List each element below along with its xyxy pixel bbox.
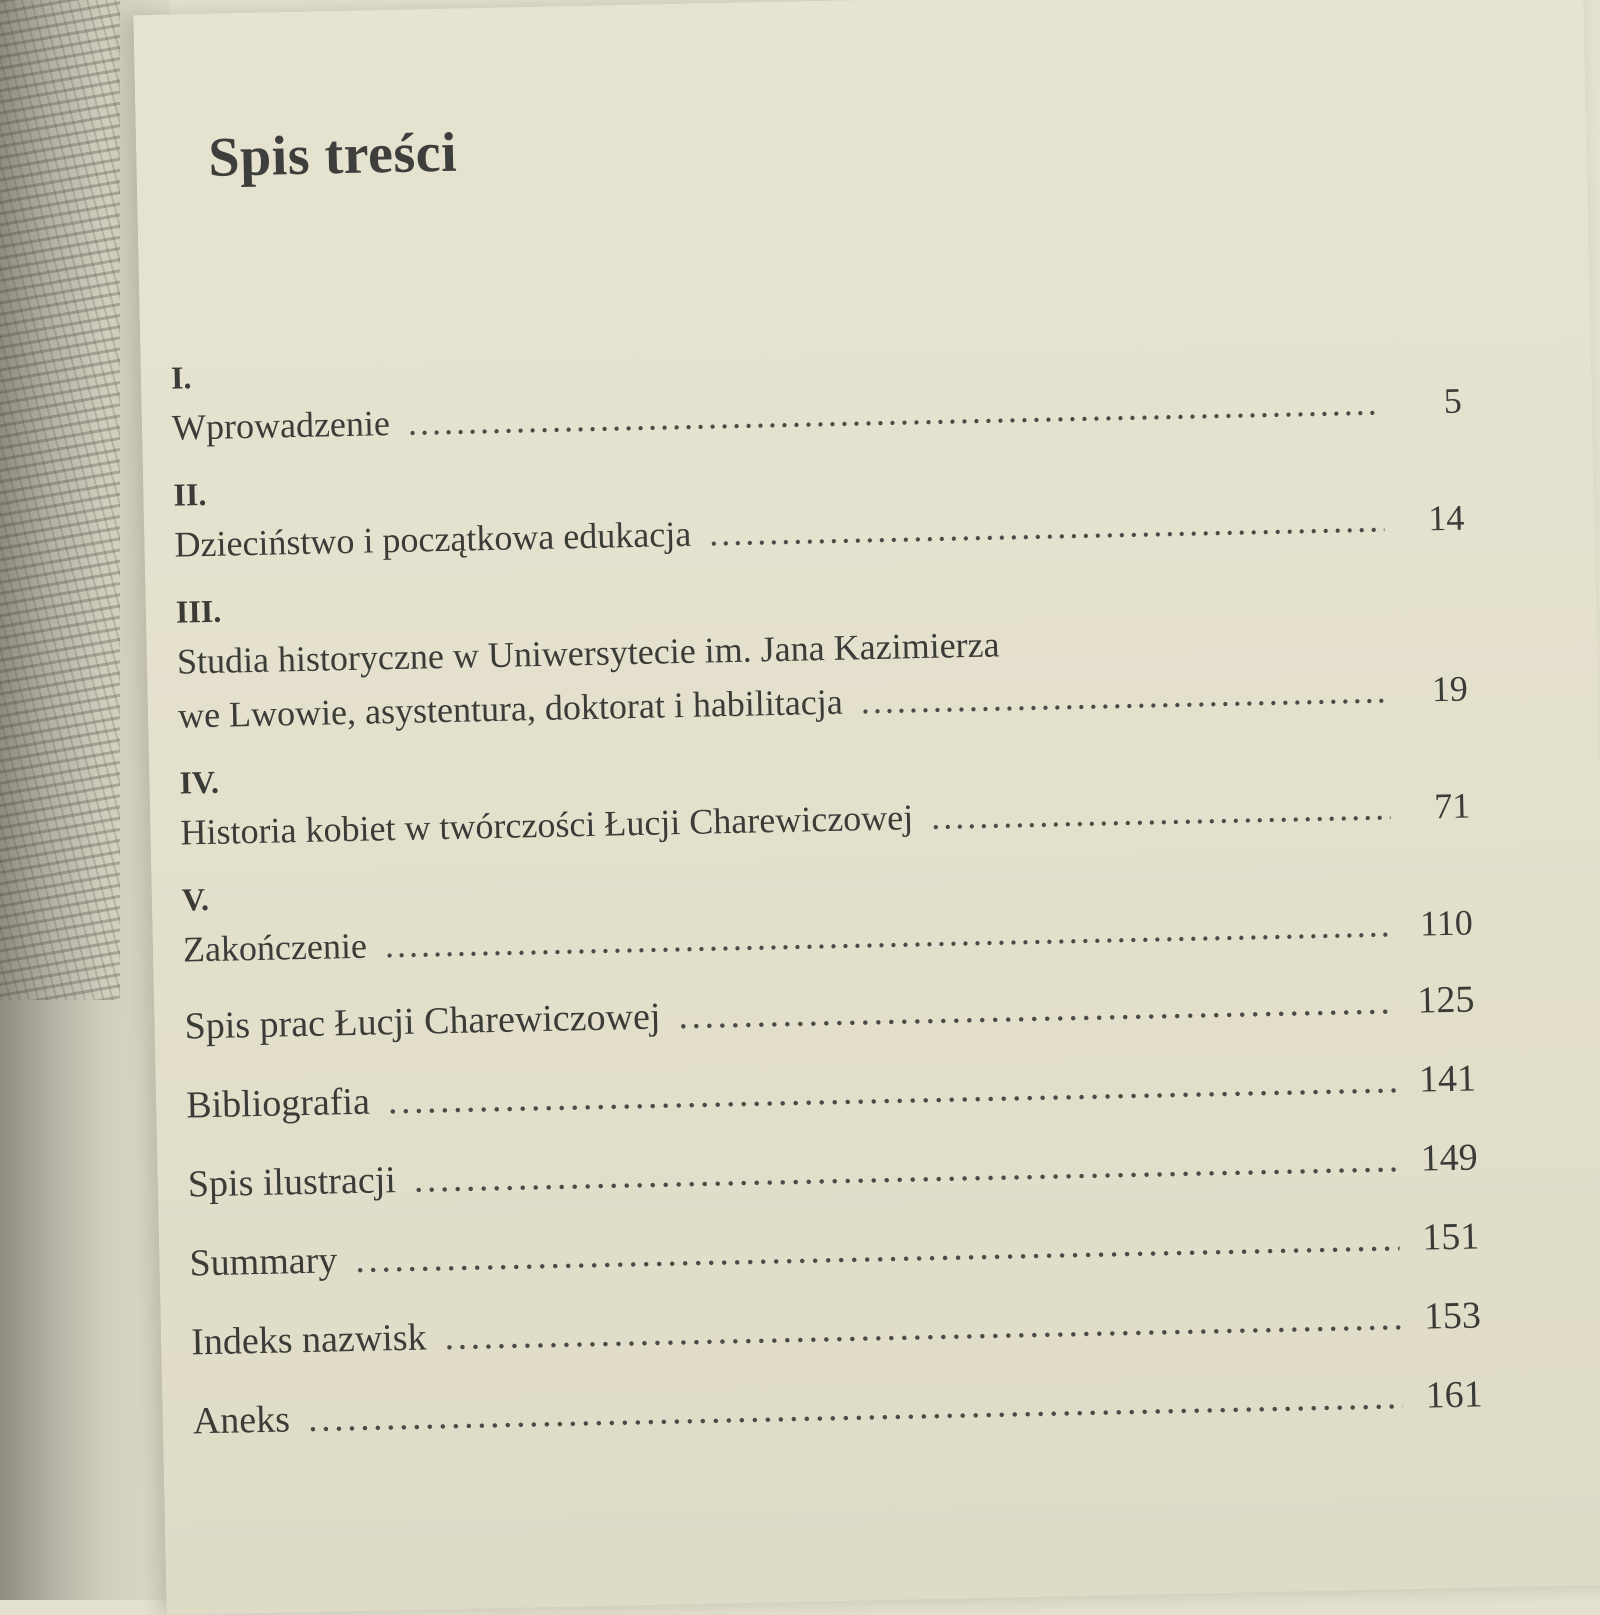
toc-entry-works	[184, 971, 1475, 1055]
page-title: Spis treści	[207, 121, 458, 189]
entry-page-number: 161	[1425, 1373, 1484, 1417]
chapter-number: V.	[181, 880, 210, 918]
chapter-number: IV.	[179, 763, 220, 801]
chapter-number: III.	[175, 592, 222, 630]
dot-leader	[413, 1131, 1398, 1209]
entry-page-number: 5	[1443, 380, 1463, 421]
entry-page-number: 19	[1431, 668, 1469, 710]
toc-chapter-5	[182, 855, 1474, 977]
entry-page-number: 141	[1418, 1057, 1477, 1101]
toc-chapter-2	[173, 450, 1465, 572]
toc-entry-annex	[192, 1366, 1483, 1450]
illustration-fragment	[0, 0, 120, 1000]
entry-page-number: 110	[1419, 902, 1474, 944]
entry-title: Historia kobiet w twórczości Łucji Charewiczowej	[180, 797, 914, 853]
entry-title-line-2: we Lwowie, asystentura, doktorat i habilitacja	[177, 681, 844, 736]
entry-page-number: 125	[1416, 978, 1475, 1022]
entry-title: Aneks	[192, 1398, 291, 1443]
dot-leader	[444, 1289, 1402, 1366]
toc-chapter-1	[171, 333, 1463, 455]
entry-page-number: 153	[1423, 1294, 1482, 1338]
entry-title: Spis prac Łucji Charewiczowej	[184, 995, 661, 1048]
dot-leader	[709, 492, 1385, 560]
toc-chapter-3	[176, 567, 1469, 743]
toc-chapter-4	[179, 738, 1471, 860]
entry-page-number: 14	[1427, 497, 1465, 539]
entry-page-number: 149	[1420, 1136, 1479, 1180]
table-of-contents	[171, 333, 1484, 1473]
toc-entry-illustrations	[187, 1129, 1478, 1213]
entry-title: Wprowadzenie	[171, 403, 391, 448]
dot-leader	[307, 1368, 1403, 1448]
entry-page-number: 151	[1421, 1215, 1480, 1259]
chapter-number: II.	[173, 475, 207, 513]
toc-entry-index	[191, 1287, 1482, 1371]
dot-leader	[678, 973, 1395, 1045]
book-page	[133, 0, 1600, 1615]
dot-leader	[931, 780, 1391, 844]
dot-leader	[387, 1052, 1396, 1130]
chapter-number: I.	[170, 359, 192, 396]
back-matter-list	[184, 971, 1483, 1450]
entry-title: Indeks nazwisk	[190, 1316, 427, 1364]
entry-title: Bibliografia	[185, 1080, 371, 1127]
toc-entry-summary	[189, 1208, 1480, 1292]
entry-title-line-1: Studia historyczne w Uniwersytecie im. Jana Kazimierza	[176, 624, 1000, 682]
entry-title: Spis ilustracji	[187, 1159, 397, 1206]
entry-title: Summary	[189, 1239, 338, 1285]
dot-leader	[860, 663, 1388, 728]
entry-title: Zakończenie	[182, 925, 368, 970]
toc-entry-bibliography	[186, 1050, 1477, 1134]
entry-title: Dzieciństwo i początkowa edukacja	[174, 513, 692, 565]
dot-leader	[355, 1210, 1400, 1289]
entry-page-number: 71	[1433, 785, 1471, 827]
